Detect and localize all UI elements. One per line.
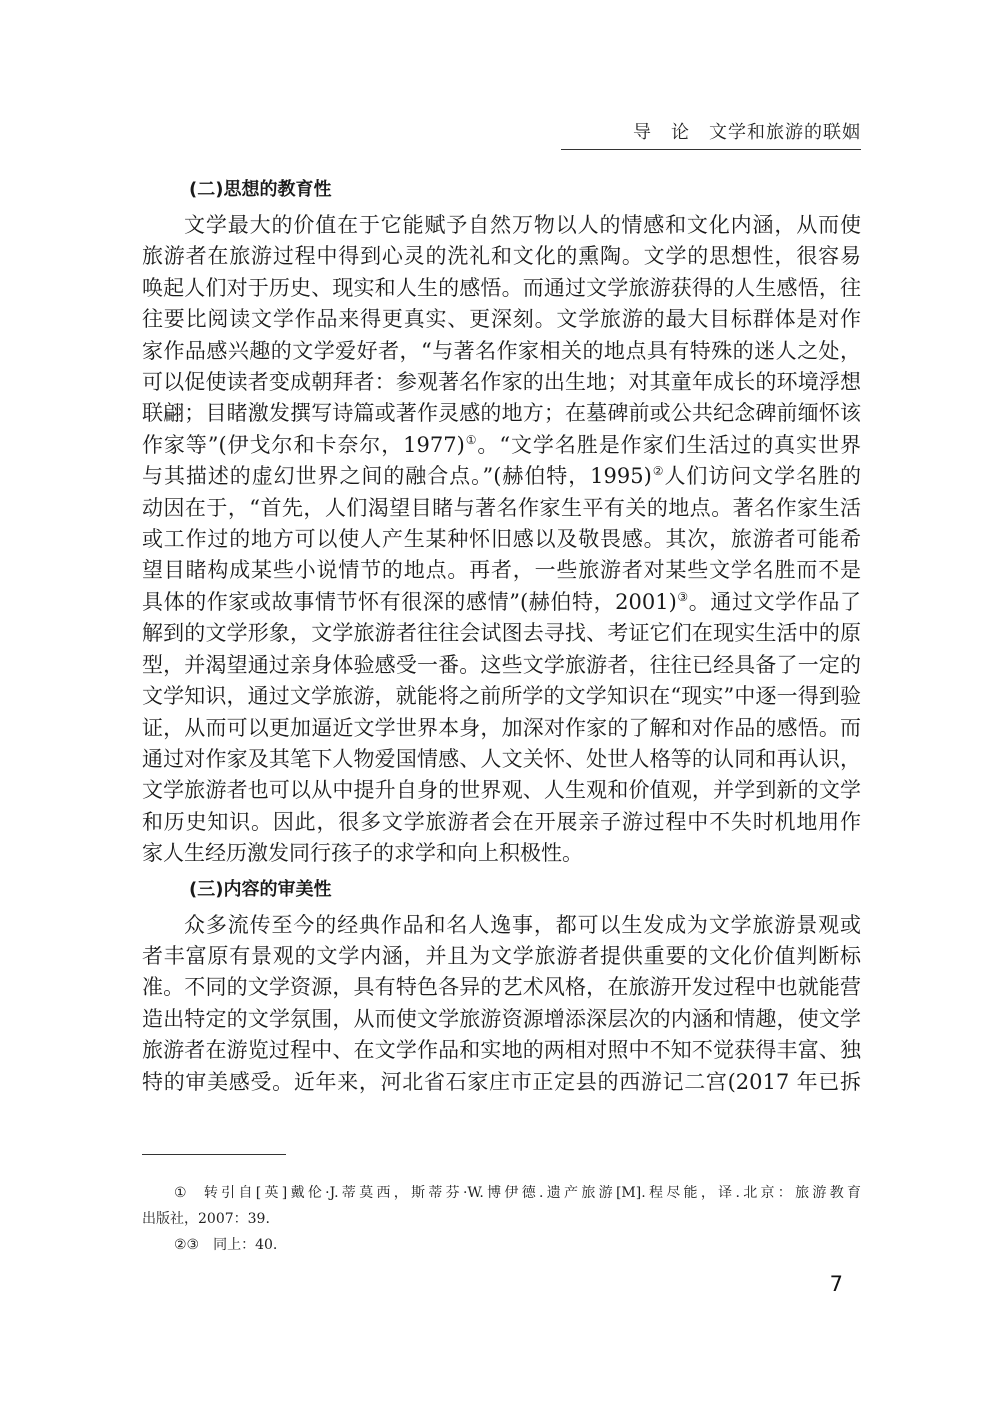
text-line: 通过对作家及其笔下人物爱国情感、人文关怀、处世人格等的认同和再认识，	[142, 746, 861, 771]
text-line	[142, 461, 861, 492]
text-line: 唤起人们对于历史、现实和人生的感悟。而通过文学旅游获得的人生感悟，往	[142, 275, 861, 300]
text-line: 者丰富原有景观的文学内涵，并且为文学旅游者提供重要的文化价值判断标	[142, 943, 861, 968]
text-line: 文学知识，通过文学旅游，就能将之前所学的文学知识在“现实”中逐一得到验	[142, 684, 861, 709]
footnote-line	[142, 1180, 861, 1206]
text-line: 证，从而可以更加逼近文学世界本身，加深对作家的了解和对作品的感悟。而	[142, 715, 861, 740]
text-line	[142, 587, 861, 618]
footnote-marker[interactable]: ①	[464, 432, 478, 447]
text-segment: 作家等”(伊戈尔和卡奈尔，1977)	[142, 432, 465, 457]
text-line: 解到的文学形象，文学旅游者往往会试图去寻找、考证它们在现实生活中的原	[142, 621, 861, 646]
footnote-line: 出版社，2007：39.	[142, 1211, 270, 1227]
text-line: 特的审美感受。近年来，河北省石家庄市正定县的西游记二宫(2017 年已拆	[142, 1069, 861, 1094]
text-line: 造出特定的文学氛围，从而使文学旅游资源增添深层次的内涵和情趣，使文学	[142, 1006, 861, 1031]
footnote-rule	[142, 1154, 286, 1155]
footnote-mark: ②③	[174, 1237, 200, 1253]
text-line: 往要比阅读文学作品来得更真实、更深刻。文学旅游的最大目标群体是对作	[142, 307, 861, 332]
text-line: 文学旅游者也可以从中提升自身的世界观、人生观和价值观，并学到新的文学	[142, 778, 861, 803]
text-segment: 。“文学名胜是作家们生活过的真实世界	[477, 432, 861, 457]
text-line: 家人生经历激发同行孩子的求学和向上积极性。	[142, 841, 583, 866]
text-line: 家作品感兴趣的文学爱好者，“与著名作家相关的地点具有特殊的迷人之处，	[142, 338, 861, 363]
text-segment: 人们访问文学名胜的	[664, 464, 861, 489]
text-line: 旅游者在游览过程中、在文学作品和实地的两相对照中不知不觉获得丰富、独	[142, 1038, 861, 1063]
running-header: 导 论 文学和旅游的联姻	[633, 122, 861, 143]
text-line: 旅游者在旅游过程中得到心灵的洗礼和文化的熏陶。文学的思想性，很容易	[142, 244, 861, 269]
footnote-marker[interactable]: ③	[676, 589, 689, 604]
text-segment: 与其描述的虚幻世界之间的融合点。”(赫伯特，1995)	[142, 464, 652, 489]
paragraph-3	[142, 910, 861, 1098]
paragraph-2	[142, 210, 861, 870]
text-segment: 具体的作家或故事情节怀有很深的感情”(赫伯特，2001)	[142, 589, 677, 614]
header-rule	[561, 149, 861, 150]
section-heading-2: (二)思想的教育性	[189, 179, 332, 200]
text-line: 准。不同的文学资源，具有特色各异的艺术风格，在旅游开发过程中也就能营	[142, 975, 861, 1000]
text-line: 众多流传至今的经典作品和名人逸事，都可以生发成为文学旅游景观或	[184, 912, 861, 937]
text-line: 联翩；目睹激发撰写诗篇或著作灵感的地方；在墓碑前或公共纪念碑前缅怀该	[142, 401, 861, 426]
text-line: 文学最大的价值在于它能赋予自然万物以人的情感和文化内涵，从而使	[184, 213, 861, 237]
footnote-mark: ①	[174, 1185, 190, 1201]
text-line: 或工作过的地方可以使人产生某种怀旧感以及敬畏感。其次，旅游者可能希	[142, 527, 861, 552]
footnote-text: 同上：40.	[213, 1237, 278, 1253]
footnotes	[142, 1180, 861, 1258]
footnote-line	[142, 1232, 861, 1258]
text-line: 动因在于，“首先，人们渴望目睹与著名作家生平有关的地点。著名作家生活	[142, 495, 861, 520]
text-line: 可以促使读者变成朝拜者：参观著名作家的出生地；对其童年成长的环境浮想	[142, 370, 861, 395]
footnote-marker[interactable]: ②	[651, 464, 665, 479]
page-number: 7	[829, 1272, 843, 1296]
text-line: 望目睹构成某些小说情节的地点。再者，一些旅游者对某些文学名胜而不是	[142, 558, 861, 583]
text-line	[142, 430, 861, 461]
section-heading-3: (三)内容的审美性	[189, 878, 332, 900]
text-line: 型，并渴望通过亲身体验感受一番。这些文学旅游者，往往已经具备了一定的	[142, 652, 861, 677]
body-text	[142, 170, 861, 1098]
text-segment: 。通过文学作品了	[688, 589, 861, 614]
footnote-text: 转引自[英]戴伦·J.蒂莫西，斯蒂芬·W.博伊德.遗产旅游[M].程尽能，译.北京：旅游教育	[203, 1185, 861, 1201]
text-line: 和历史知识。因此，很多文学旅游者会在开展亲子游过程中不失时机地用作	[142, 809, 861, 834]
